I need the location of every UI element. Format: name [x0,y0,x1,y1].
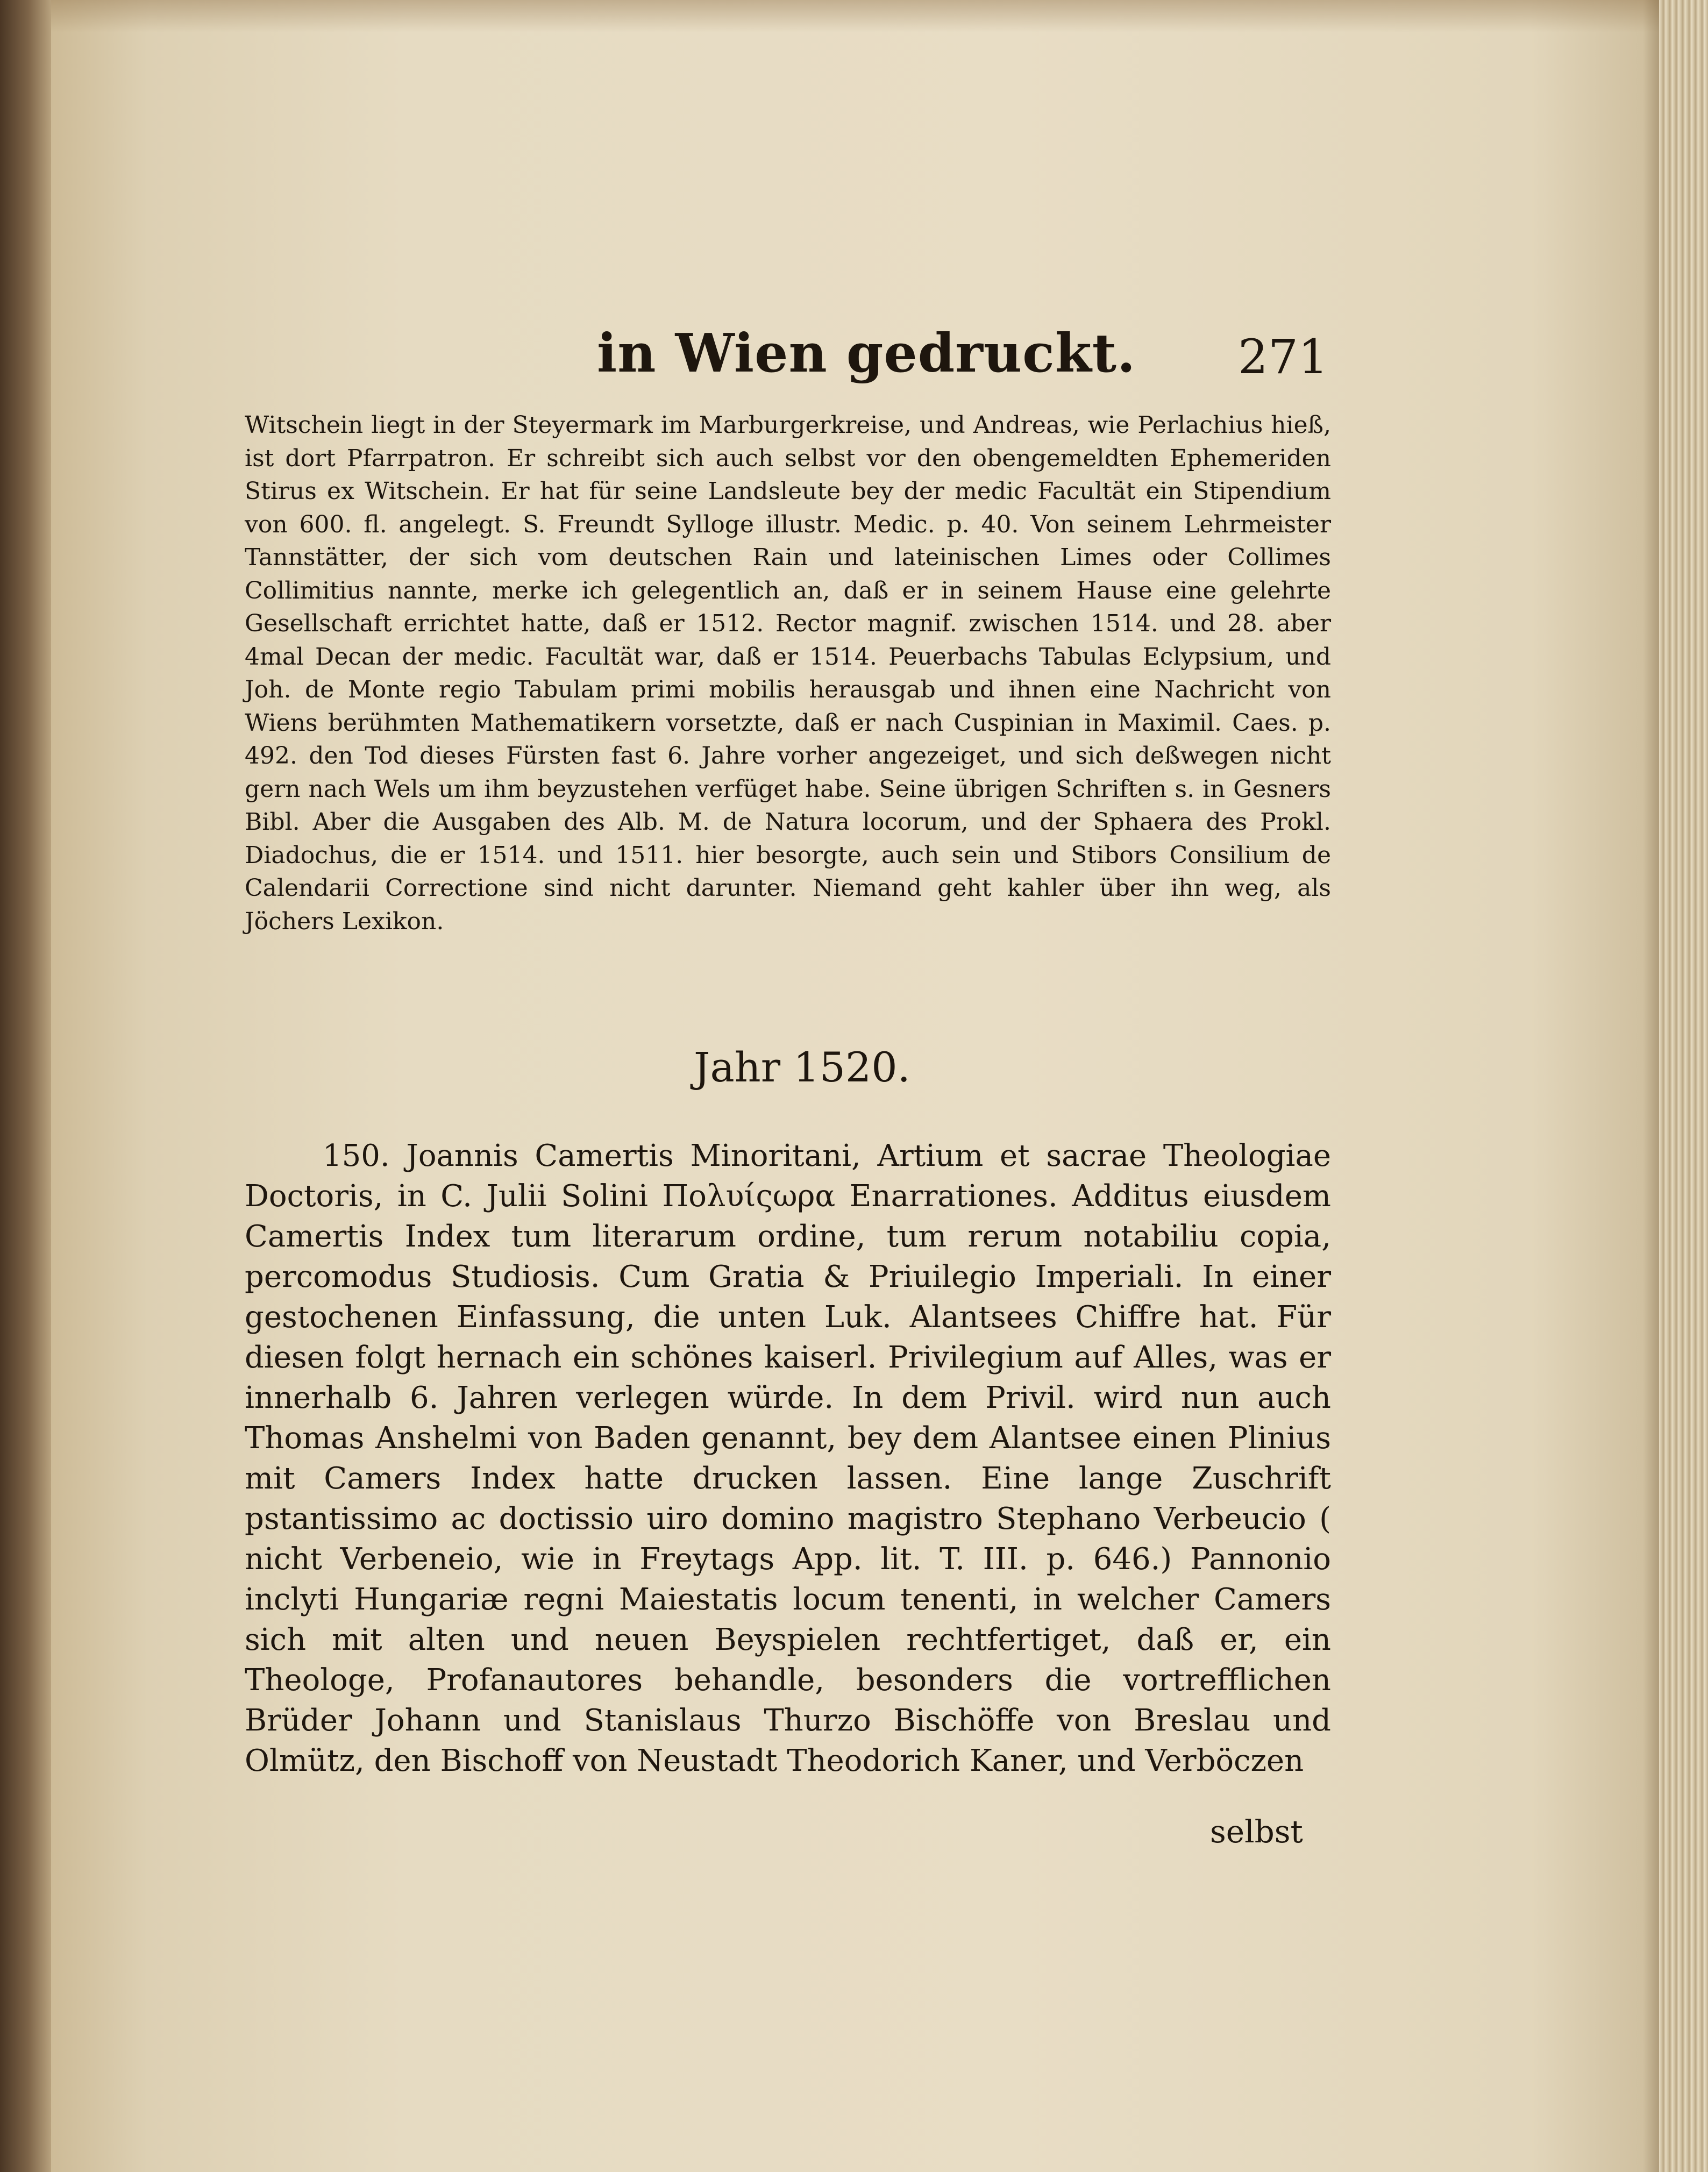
page-header [597,323,1328,398]
book-gutter [0,0,51,2172]
running-title: in Wien gedruckt. [597,323,1136,384]
body-paragraph-1: Witschein liegt in der Steyermark im Marburgerkreise, und Andreas, wie Perlachius hieß, ist dort Pfarrpatron. Er schreibt sich auch selbst vor den obengemeldten Ephemeriden Stirus ex Witschein. Er hat für seine Landsleute bey der medic Facultät ein Stipendium von 600. fl. angelegt. S. Freundt Sylloge illustr. Medic. p. 40. Von seinem Lehrmeister Tannstätter, der sich vom deutschen Rain und lateinischen Limes oder Collimes Collimitius nannte, merke ich gelegentlich an, daß er in seinem Hause eine gelehrte Gesellschaft errichtet hatte, daß er 1512. Rector magnif. zwischen 1514. und 28. aber 4mal Decan der medic. Facultät war, daß er 1514. Peuerbachs Tabulas Eclypsium, und Joh. de Monte regio Tabulam primi mobilis herausgab und ihnen eine Nachricht von Wiens berühmten Mathematikern vorsetzte, daß er nach Cuspinian in Maximil. Caes. p. 492. den Tod dieses Fürsten fast 6. Jahre vorher angezeiget, und sich deßwegen nicht gern nach Wels um ihm beyzustehen verfüget habe. Seine übrigen Schriften s. in Gesners Bibl. Aber die Ausgaben des Alb. M. de Natura locorum, und der Sphaera des Prokl. Diadochus, die er 1514. und 1511. hier besorgte, auch sein und Stibors Consilium de Calendarii Correctione sind nicht darunter. Niemand geht kahler über ihn weg, als Jöchers Lexikon. [245,411,1331,935]
page-edges [1659,0,1708,2172]
page-fold-shadow [1643,0,1659,2172]
body-paragraph-2: 150. Joannis Camertis Minoritani, Artium et sacrae Theologiae Doctoris, in C. Julii Solini Πολυίςωρα Enarrationes. Additus eiusdem Camertis Index tum literarum ordine, tum rerum notabiliu copia, percomodus Studiosis. Cum Gratia & Priuilegio Imperiali. In einer gestochenen Einfassung, die unten Luk. Alantsees Chiffre hat. Für diesen folgt hernach ein schönes kaiserl. Privilegium auf Alles, was er innerhalb 6. Jahren verlegen würde. In dem Privil. wird nun auch Thomas Anshelmi von Baden genannt, bey dem Alantsee einen Plinius mit Camers Index hatte drucken lassen. Eine lange Zuschrift pstantissimo ac doctissio uiro domino magistro Stephano Verbeucio ( nicht Verbeneio, wie in Freytags App. lit. T. III. p. 646.) Pannonio inclyti Hungariæ regni Maiestatis locum tenenti, in welcher Camers sich mit alten und neuen Beyspielen rechtfertiget, daß er, ein Theologe, Profanautores behandle, besonders die vortrefflichen Brüder Johann und Stanislaus Thurzo Bischöffe von Breslau und Olmütz, den Bischoff von Neustadt Theodorich Kaner, und Verböczen [245,1138,1331,1778]
section-heading: Jahr 1520. [694,1043,910,1091]
page-number: 271 [1238,329,1328,384]
catchword: selbst [1210,1813,1303,1850]
page-stain [51,0,1659,32]
